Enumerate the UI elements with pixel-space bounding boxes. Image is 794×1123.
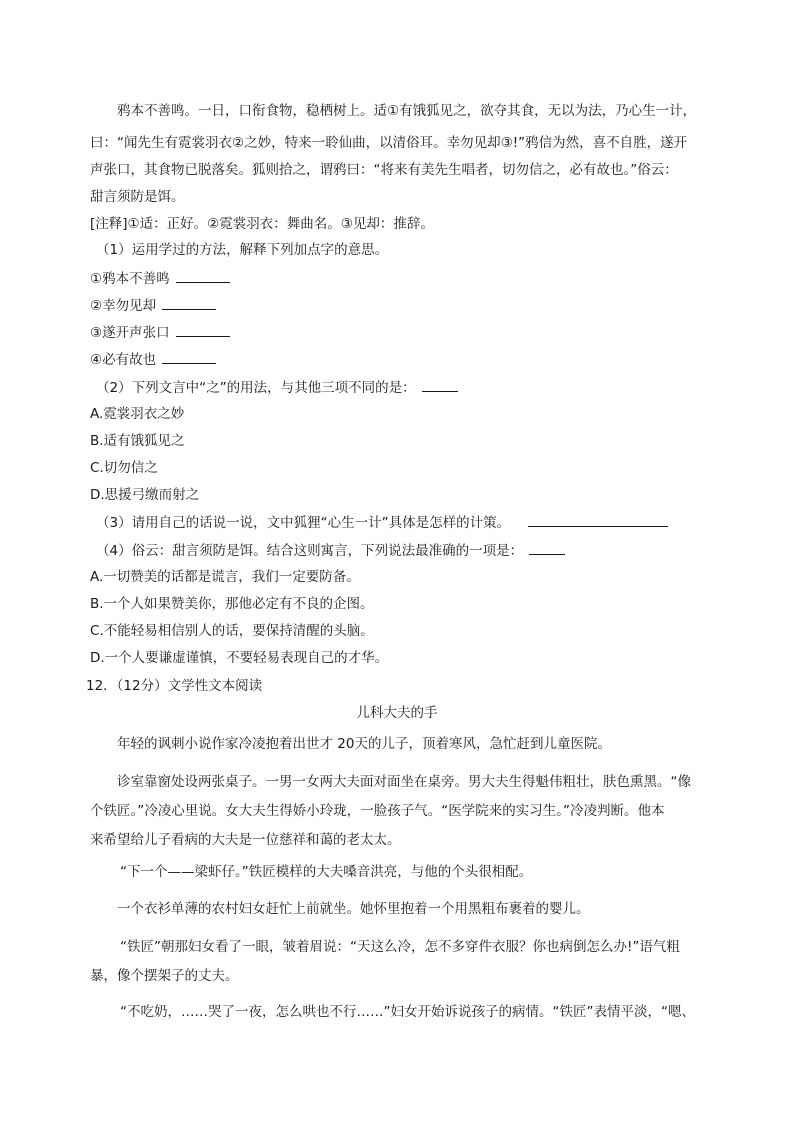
story-paragraph-2-line-2: 个铁匠。”冷凌心里说。女大夫生得娇小玲珑，一脸孩子气。“医学院来的实习生。”冷凌判断。他本 <box>90 803 665 819</box>
item-text: ③遂开声张口 <box>90 325 170 341</box>
passage-line-2: 曰：“闻先生有霓裳羽衣②之妙，特来一聆仙曲，以清俗耳。幸勿见却③!”鸦信为然，喜不自胜，遂开 <box>90 135 688 151</box>
question-2-prompt <box>96 377 736 398</box>
question-4-option-b: B.一个人如果赞美你，那他必定有不良的企图。 <box>90 596 374 612</box>
story-paragraph-2-line-3: 来希望给儿子看病的大夫是一位慈祥和蔼的老太太。 <box>90 832 401 848</box>
story-paragraph-1: 年轻的讽刺小说作家冷凌抱着出世才 20天的儿子，顶着寒风，急忙赶到儿童医院。 <box>117 736 611 752</box>
answer-blank[interactable] <box>528 512 668 527</box>
answer-blank[interactable] <box>422 377 458 392</box>
question-4-option-d: D.一个人要谦虚谨慎，不要轻易表现自己的才华。 <box>90 650 389 666</box>
prompt-text: （4）俗云：甜言须防是饵。结合这则寓言，下列说法最准确的一项是： <box>96 543 524 559</box>
answer-blank[interactable] <box>176 322 230 337</box>
story-paragraph-5-line-2: 暴，像个摆架子的丈夫。 <box>90 968 239 984</box>
prompt-text: （2）下列文言中“之”的用法，与其他三项不同的是： <box>96 380 416 396</box>
question-2-option-d: D.思援弓缴而射之 <box>90 487 200 503</box>
answer-blank[interactable] <box>529 540 565 555</box>
item-text: ①鸦本不善鸣 <box>90 271 170 287</box>
question-1-item-1 <box>90 268 730 289</box>
question-4-option-a: A.一切赞美的话都是谎言，我们一定要防备。 <box>90 569 360 585</box>
section-12-heading: 12．（12分）文学性文本阅读 <box>86 678 263 694</box>
story-paragraph-3: “下一个——梁虾仔。”铁匠模样的大夫嗓音洪亮，与他的个头很相配。 <box>120 864 533 880</box>
answer-blank[interactable] <box>176 268 230 283</box>
question-1-prompt: （1）运用学过的方法，解释下列加点字的意思。 <box>96 242 389 258</box>
question-4-prompt <box>96 540 736 561</box>
story-paragraph-5-line-1: “铁匠”朝那妇女看了一眼，皱着眉说：“天这么冷，怎不多穿件衣服？你也病倒怎么办!”语气粗 <box>120 939 680 955</box>
question-4-option-c: C.不能轻易相信别人的话，要保持清醒的头脑。 <box>90 623 374 639</box>
question-1-item-2 <box>90 295 730 316</box>
story-paragraph-2-line-1: 诊室靠窗处设两张桌子。一男一女两大夫面对面坐在桌旁。男大夫生得魁伟粗壮，肤色熏黑。“像 <box>117 774 691 790</box>
story-paragraph-4: 一个衣衫单薄的农村妇女赶忙上前就坐。她怀里抱着一个用黑粗布裹着的婴儿。 <box>117 901 590 917</box>
answer-blank[interactable] <box>162 349 216 364</box>
passage-line-3: 声张口，其食物已脱落矣。狐则拾之，谓鸦曰：“将来有美先生唱者，切勿信之，必有故也。”俗云： <box>90 162 678 178</box>
question-1-item-4 <box>90 349 730 370</box>
footnote: [注释]①适：正好。②霓裳羽衣：舞曲名。③见却：推辞。 <box>90 216 434 232</box>
question-2-option-a: A.霓裳羽衣之妙 <box>90 406 185 422</box>
item-text: ②幸勿见却 <box>90 298 157 314</box>
question-2-option-b: B.适有饿狐见之 <box>90 433 185 449</box>
story-title: 儿科大夫的手 <box>356 705 438 721</box>
story-paragraph-6: “不吃奶，……哭了一夜，怎么哄也不行……”妇女开始诉说孩子的病情。“铁匠”表情平淡，“嗯、 <box>120 1004 695 1020</box>
answer-blank[interactable] <box>162 295 216 310</box>
passage-line-4: 甜言须防是饵。 <box>90 189 185 205</box>
prompt-text: （3）请用自己的话说一说，文中狐狸“心生一计”具体是怎样的计策。 <box>96 515 511 531</box>
question-1-item-3 <box>90 322 730 343</box>
question-3-prompt <box>96 512 736 533</box>
passage-line-1: 鸦本不善鸣。一日，口衔食物，稳栖树上。适①有饿狐见之，欲夺其食，无以为法，乃心生一计， <box>117 103 697 119</box>
question-2-option-c: C.切勿信之 <box>90 460 158 476</box>
item-text: ④必有故也 <box>90 352 157 368</box>
